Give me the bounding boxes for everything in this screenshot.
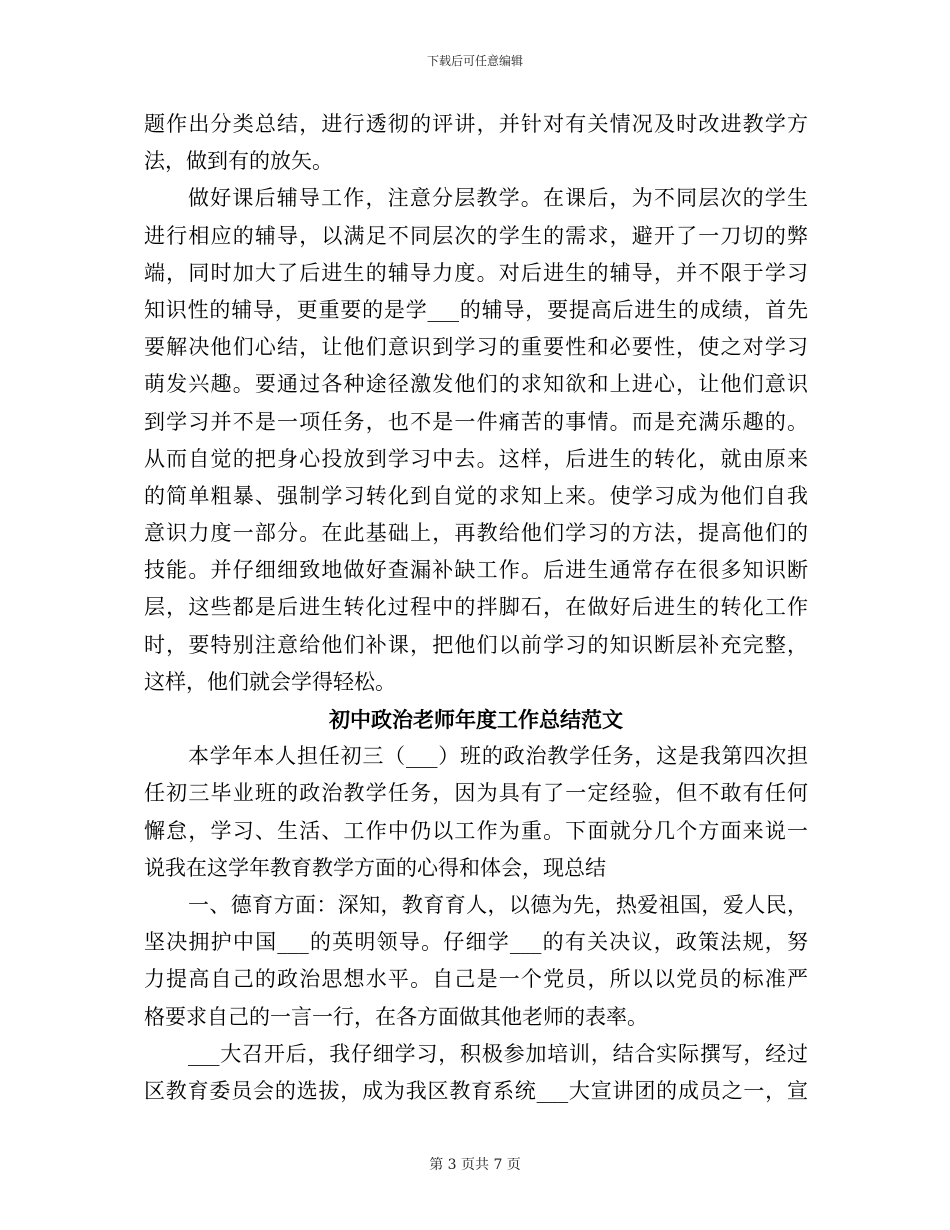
body-line: 法，做到有的放矢。 xyxy=(144,149,333,174)
body-line: 知识性的辅导，更重要的是学___的辅导，要提高后进生的成绩，首先 xyxy=(144,297,808,322)
body-line: 力提高自己的政治思想水平。自己是一个党员，所以以党员的标准严 xyxy=(144,967,808,992)
body-line: 坚决拥护中国___的英明领导。仔细学___的有关决议，政策法规，努 xyxy=(144,930,808,955)
body-line: 时，要特别注意给他们补课，把他们以前学习的知识断层补充完整， xyxy=(144,632,808,657)
document-body xyxy=(144,106,808,1110)
body-line: 的简单粗暴、强制学习转化到自觉的求知上来。使学习成为他们自我 xyxy=(144,483,808,508)
body-line: 技能。并仔细细致地做好查漏补缺工作。后进生通常存在很多知识断 xyxy=(144,558,808,583)
body-line: ___大召开后，我仔细学习，积极参加培训，结合实际撰写，经过 xyxy=(188,1041,808,1066)
body-line: 端，同时加大了后进生的辅导力度。对后进生的辅导，并不限于学习 xyxy=(144,260,808,285)
body-line: 懈怠，学习、生活、工作中仍以工作为重。下面就分几个方面来说一 xyxy=(144,818,808,843)
body-line: 说我在这学年教育教学方面的心得和体会，现总结 xyxy=(144,855,606,880)
body-line: 到学习并不是一项任务，也不是一件痛苦的事情。而是充满乐趣的。 xyxy=(144,409,808,434)
body-line: 这样，他们就会学得轻松。 xyxy=(144,669,396,694)
section-heading: 初中政治老师年度工作总结范文 xyxy=(329,707,623,732)
body-line: 一、德育方面：深知，教育育人，以德为先，热爱祖国，爱人民， xyxy=(188,892,808,917)
body-line: 本学年本人担任初三（___）班的政治教学任务，这是我第四次担 xyxy=(188,744,808,769)
body-line: 做好课后辅导工作，注意分层教学。在课后，为不同层次的学生 xyxy=(188,186,808,211)
body-line: 层，这些都是后进生转化过程中的拌脚石，在做好后进生的转化工作 xyxy=(144,595,808,620)
body-line: 从而自觉的把身心投放到学习中去。这样，后进生的转化，就由原来 xyxy=(144,446,808,471)
page-header: 下载后可任意编辑 xyxy=(426,54,523,68)
body-line: 进行相应的辅导，以满足不同层次的学生的需求，避开了一刀切的弊 xyxy=(144,223,808,248)
body-line: 题作出分类总结，进行透彻的评讲，并针对有关情况及时改进教学方 xyxy=(144,112,808,136)
body-line: 要解决他们心结，让他们意识到学习的重要性和必要性，使之对学习 xyxy=(144,335,808,360)
body-line: 格要求自己的一言一行，在各方面做其他老师的表率。 xyxy=(144,1004,648,1029)
page-footer: 第 3 页共 7 页 xyxy=(429,1157,521,1173)
body-line: 任初三毕业班的政治教学任务，因为具有了一定经验，但不敢有任何 xyxy=(144,781,808,806)
body-line: 区教育委员会的选拔，成为我区教育系统___大宣讲团的成员之一，宣 xyxy=(144,1078,808,1103)
body-line: 意识力度一部分。在此基础上，再教给他们学习的方法，提高他们的 xyxy=(144,521,808,546)
body-line: 萌发兴趣。要通过各种途径激发他们的求知欲和上进心，让他们意识 xyxy=(144,372,808,397)
